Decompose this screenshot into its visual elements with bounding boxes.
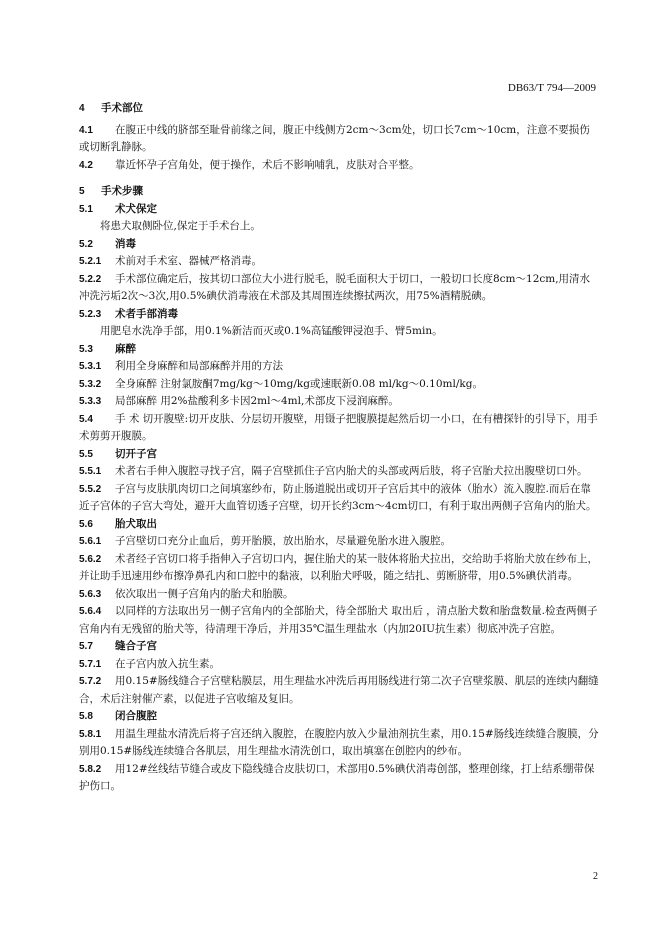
clause-text: 局部麻醉 用2%盐酸利多卡因2ml～4ml,术部皮下浸润麻醉。 — [115, 395, 399, 407]
clause-text: 全身麻醉 注射氯胺酮7mg/kg～10mg/kg或速眠新0.08 ml/kg～0.10ml/kg。 — [115, 377, 483, 390]
clause-title: 切开子宫 — [115, 447, 157, 460]
clause-number: 5.7.1 — [79, 658, 102, 670]
clause-text: 术前对手术室、器械严格消毒。 — [115, 255, 262, 267]
clause-number: 4 — [79, 103, 85, 114]
clause-text: 利用全身麻醉和局部麻醉并用的方法 — [115, 360, 283, 372]
numbered-paragraph — [79, 411, 599, 446]
section-heading — [79, 183, 599, 201]
clause-text: 手术部位确定后，按其切口部位大小进行脱毛，脱毛面积大于切口，一般切口长度8cm～12cm,用清水冲洗污垢2次～3次,用0.5%碘伏消毒液在术部及其周围连续擦拭两次，用75%酒精脱碘。 — [79, 272, 591, 302]
clause-number: 5.5.1 — [79, 466, 102, 477]
clause-number: 5.2 — [79, 238, 93, 250]
clause-number: 5.8 — [79, 711, 93, 722]
clause-text: 子宫与皮肤肌肉切口之间填塞纱布，防止肠道脱出或切开子宫后其中的液体（胎水）流入腹腔.而后在靠近子宫体的子宫大弯处，避开大血管切透子宫壁，切开长约3cm～4cm切口，有利于取出两侧子宫角内的胎犬。 — [79, 482, 597, 512]
numbered-paragraph — [79, 481, 599, 516]
clause-title: 缝合子宫 — [115, 640, 157, 652]
clause-number: 5.2.1 — [79, 256, 102, 267]
clause-number: 5.3 — [79, 343, 93, 355]
clause-text: 以同样的方法取出另一侧子宫角内的全部胎犬，待全部胎犬 取出后 ，清点胎犬数和胎盘数量.检查两侧子宫角内有无残留的胎犬等，待清理干净后，并用35℃温生理盐水（内加20IU抗生素）彻底冲洗子宫腔。 — [79, 605, 598, 635]
clause-text: 术者右手伸入腹腔寻找子宫，隔子宫壁抓住子宫内胎犬的头部或两后肢，将子宫胎犬拉出腹壁切口外。 — [115, 465, 588, 477]
section-heading — [79, 100, 599, 118]
numbered-paragraph — [79, 358, 599, 376]
clause-title: 胎犬取出 — [115, 517, 157, 530]
page-number: 2 — [593, 871, 598, 882]
subsection-heading — [79, 516, 599, 534]
numbered-paragraph — [79, 271, 599, 306]
clause-number: 5.6.2 — [79, 553, 102, 565]
numbered-paragraph — [79, 157, 599, 175]
clause-text: 用温生理盐水清洗后将子宫还纳入腹腔，在腹腔内放入少量油剂抗生素，用0.15#肠线连续缝合腹膜，分别用0.15#肠线连续缝合各肌层，用生理盐水清洗创口，取出填塞在创腔内的纱布。 — [79, 727, 599, 757]
clause-title: 术犬保定 — [115, 202, 157, 215]
clause-number: 5.6.1 — [79, 536, 102, 547]
clause-text: 依次取出一侧子宫角内的胎犬和胎膜。 — [115, 587, 294, 600]
clause-text: 用12#丝线结节缝合或皮下隐线缝合皮肤切口，术部用0.5%碘伏消毒创部，整理创缘，打上结系绷带保护伤口。 — [79, 762, 595, 792]
clause-text: 用0.15#肠线缝合子宫壁粘膜层，用生理盐水冲洗后再用肠线进行第二次子宫壁浆膜、肌层的连续内翻缝合，术后注射催产素，以促进子宫收缩及复旧。 — [79, 675, 599, 705]
clause-title: 闭合腹腔 — [115, 710, 157, 722]
clause-number: 5.5 — [79, 448, 93, 460]
numbered-paragraph — [79, 603, 599, 638]
clause-number: 5.8.1 — [79, 728, 102, 740]
clause-title: 手术部位 — [101, 102, 143, 114]
paragraph — [79, 323, 599, 341]
clause-text: 子宫壁切口充分止血后，剪开胎膜，放出胎水，尽量避免胎水进入腹腔。 — [115, 535, 451, 547]
clause-number: 5.1 — [79, 203, 93, 215]
numbered-paragraph — [79, 376, 599, 394]
numbered-paragraph — [79, 586, 599, 604]
paragraph — [79, 218, 599, 236]
numbered-paragraph — [79, 726, 599, 761]
clause-number: 5.4 — [79, 413, 93, 425]
clause-number: 5.2.3 — [79, 308, 102, 320]
clause-text: 术者经子宫切口将手指伸入子宫切口内，握住胎犬的某一肢体将胎犬拉出，交给助手将胎犬放在纱布上，并让助手迅速用纱布擦净鼻孔内和口腔中的黏液，以利胎犬呼吸，随之结扎、剪断脐带，用0.5%碘伏消毒。 — [79, 552, 598, 582]
clause-number: 5.7.2 — [79, 676, 102, 687]
clause-number: 5.8.2 — [79, 763, 102, 775]
subsection-heading — [79, 638, 599, 656]
clause-number: 5.3.3 — [79, 396, 102, 407]
numbered-paragraph — [79, 656, 599, 674]
subsection-heading — [79, 201, 599, 219]
numbered-paragraph — [79, 533, 599, 551]
clause-text: 用肥皂水洗净手部，用0.1%新洁而灭或0.1%高锰酸钾浸泡手、臂5min。 — [100, 325, 443, 337]
clause-number: 4.2 — [79, 159, 93, 171]
clause-number: 5.6.3 — [79, 588, 102, 600]
document-code: DB63/T 794—2009 — [507, 82, 596, 94]
clause-title: 手术步骤 — [101, 185, 143, 197]
subsection-heading — [79, 341, 599, 359]
clause-number: 5.5.2 — [79, 483, 102, 495]
subsection-heading — [79, 446, 599, 464]
clause-text: 靠近怀孕子宫角处，便于操作，术后不影响哺乳，皮肤对合平整。 — [115, 158, 420, 171]
document-body — [79, 96, 599, 796]
clause-text: 将患犬取侧卧位,保定于手术台上。 — [100, 220, 261, 232]
clause-title: 麻醉 — [115, 342, 136, 355]
clause-number: 5.2.2 — [79, 273, 102, 285]
clause-number: 5 — [79, 186, 85, 197]
clause-number: 5.7 — [79, 641, 93, 652]
clause-title: 术者手部消毒 — [115, 307, 178, 320]
numbered-paragraph — [79, 122, 599, 157]
numbered-paragraph — [79, 551, 599, 586]
numbered-paragraph — [79, 253, 599, 271]
subsection-heading — [79, 236, 599, 254]
subsection-heading — [79, 708, 599, 726]
numbered-paragraph — [79, 463, 599, 481]
clause-text: 在子宫内放入抗生素。 — [115, 657, 220, 670]
numbered-paragraph — [79, 673, 599, 708]
subsection-heading — [79, 306, 599, 324]
clause-title: 消毒 — [115, 237, 136, 250]
clause-number: 5.3.2 — [79, 378, 102, 390]
clause-number: 5.6.4 — [79, 606, 102, 617]
numbered-paragraph — [79, 761, 599, 796]
clause-text: 在腹正中线的脐部至耻骨前缘之间，腹正中线侧方2cm～3cm处，切口长7cm～10cm，注意不要损伤或切断乳静脉。 — [79, 123, 590, 153]
clause-text: 手 术 切开腹壁:切开皮肤、分层切开腹壁，用镊子把腹膜提起然后切一小口，在有槽探针的引导下，用手术剪剪开腹膜。 — [79, 412, 598, 442]
clause-number: 4.1 — [79, 124, 93, 136]
clause-number: 5.3.1 — [79, 361, 102, 372]
numbered-paragraph — [79, 393, 599, 411]
clause-number: 5.6 — [79, 518, 93, 530]
